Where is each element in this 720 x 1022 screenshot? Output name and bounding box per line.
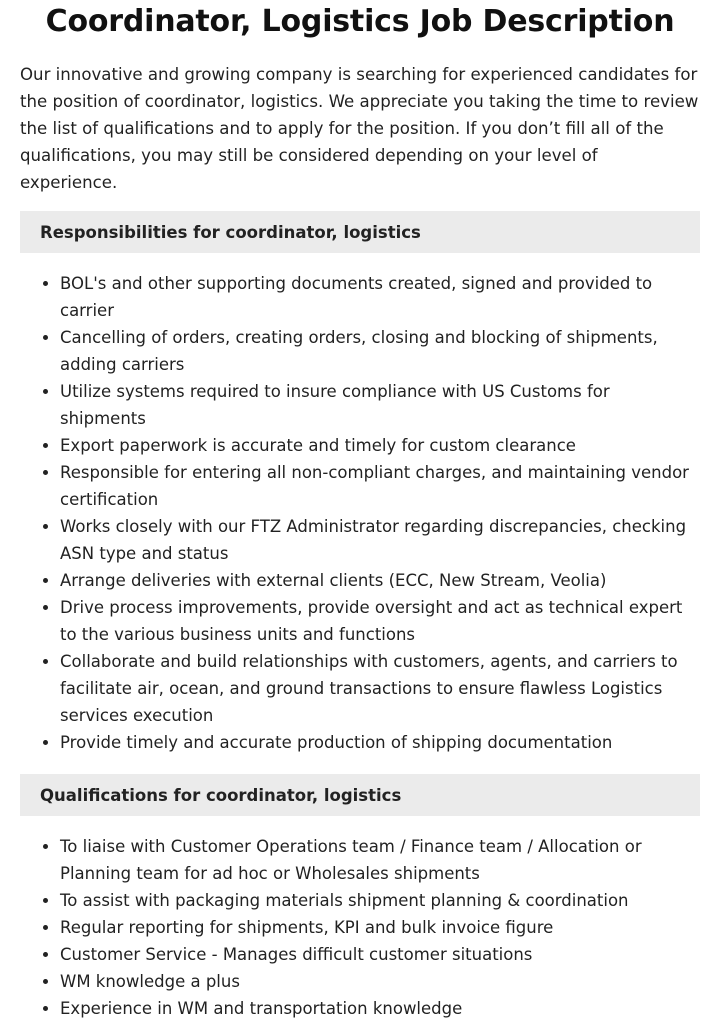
list-item: • Provide timely and accurate production of shipping documentation	[60, 729, 700, 756]
qualifications-heading-text: Qualifications for coordinator, logistics	[40, 785, 402, 805]
list-item: • Export paperwork is accurate and timely for custom clearance	[60, 432, 700, 459]
qualifications-heading	[20, 774, 700, 816]
list-item: • To liaise with Customer Operations team / Finance team / Allocation or Planning team for ad hoc or Wholesales shipments	[60, 833, 700, 887]
list-item: • Regular reporting for shipments, KPI and bulk invoice figure	[60, 914, 700, 941]
responsibilities-heading-text: Responsibilities for coordinator, logistics	[40, 222, 421, 242]
list-item: • WM knowledge a plus	[60, 968, 700, 995]
page-title: Coordinator, Logistics Job Description	[45, 4, 675, 39]
intro-paragraph: Our innovative and growing company is searching for experienced candidates for the position of coordinator, logistics. We appreciate you taking the time to review the list of qualifications and to apply for the position. If you don’t fill all of the qualifications, you may still be considered depending on your level of experience.	[20, 65, 699, 192]
list-item: • BOL's and other supporting documents created, signed and provided to carrier	[60, 270, 700, 324]
list-item: • Utilize systems required to insure compliance with US Customs for shipments	[60, 378, 700, 432]
qualifications-list	[20, 833, 700, 1022]
list-item: • Cancelling of orders, creating orders, closing and blocking of shipments, adding carriers	[60, 324, 700, 378]
list-item: • Customer Service - Manages difficult customer situations	[60, 941, 700, 968]
responsibilities-list	[20, 270, 700, 756]
list-item: • Collaborate and build relationships with customers, agents, and carriers to facilitate air, ocean, and ground transactions to ensure flawless Logistics services execution	[60, 648, 700, 729]
list-item: • Experience in WM and transportation knowledge	[60, 995, 700, 1022]
list-item: • Drive process improvements, provide oversight and act as technical expert to the various business units and functions	[60, 594, 700, 648]
list-item: • Arrange deliveries with external clients (ECC, New Stream, Veolia)	[60, 567, 700, 594]
list-item: • To assist with packaging materials shipment planning & coordination	[60, 887, 700, 914]
responsibilities-heading	[20, 211, 700, 253]
list-item: • Responsible for entering all non-compliant charges, and maintaining vendor certification	[60, 459, 700, 513]
list-item: • Works closely with our FTZ Administrator regarding discrepancies, checking ASN type and status	[60, 513, 700, 567]
